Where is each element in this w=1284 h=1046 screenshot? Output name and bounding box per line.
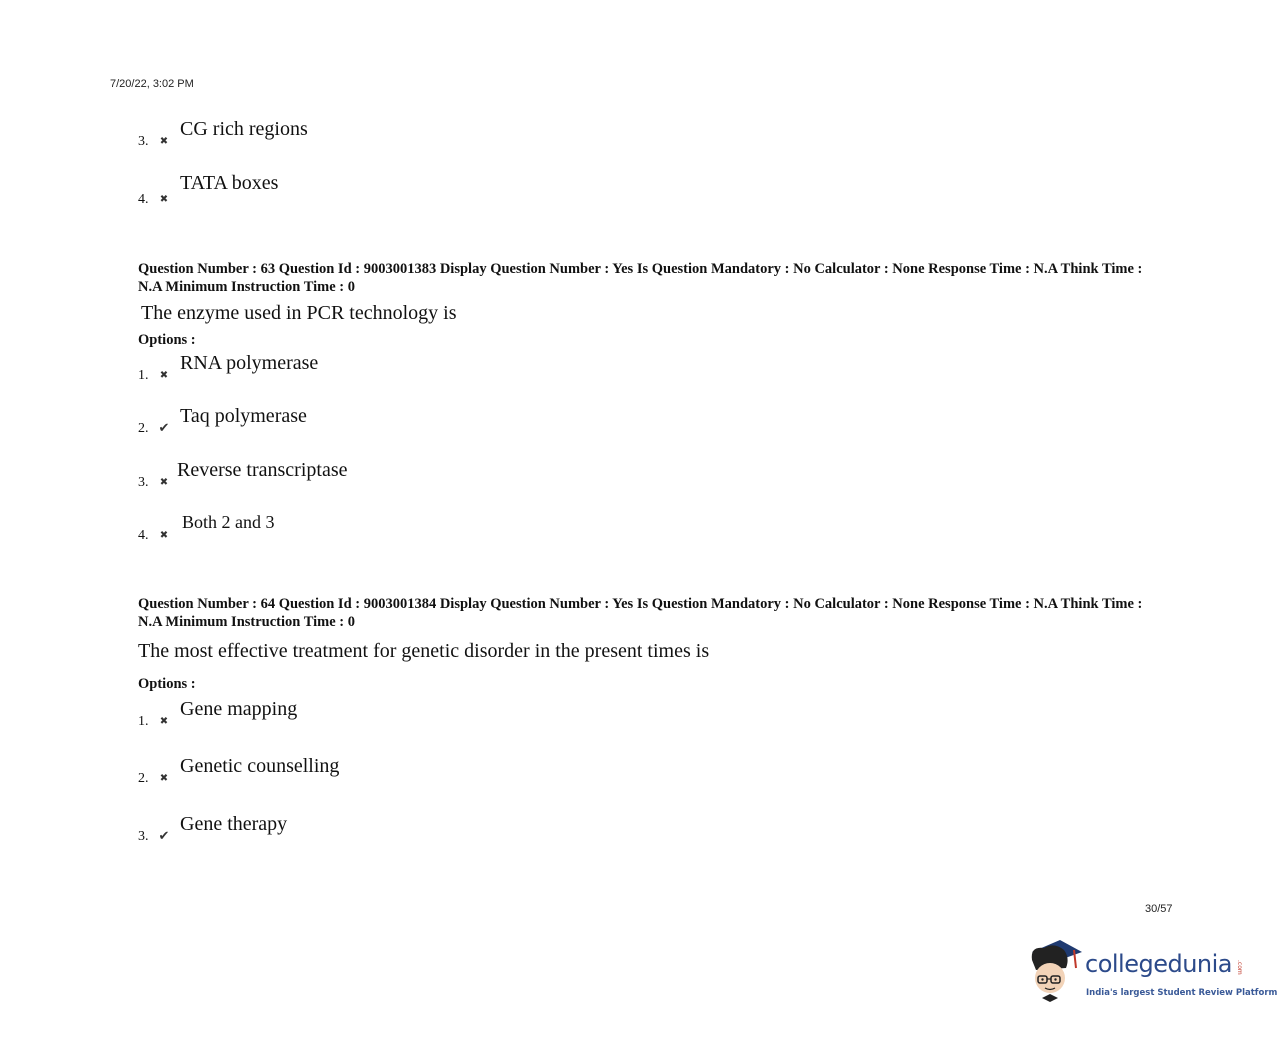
option-number: 2. bbox=[138, 771, 149, 786]
check-mark-icon: ✔ bbox=[158, 421, 170, 436]
option-number: 3. bbox=[138, 475, 149, 490]
option-text: RNA polymerase bbox=[180, 352, 319, 374]
option-row bbox=[138, 405, 838, 437]
option-number: 1. bbox=[138, 368, 149, 383]
mascot-icon bbox=[1024, 938, 1086, 1004]
options-label: Options : bbox=[138, 332, 196, 348]
cross-mark-icon: ✖ bbox=[159, 194, 169, 205]
option-number: 2. bbox=[138, 421, 149, 436]
cross-mark-icon: ✖ bbox=[159, 136, 169, 147]
option-row bbox=[138, 352, 838, 384]
cross-mark-icon: ✖ bbox=[159, 530, 169, 541]
option-text: Genetic counselling bbox=[180, 755, 340, 777]
option-text: Gene mapping bbox=[180, 698, 298, 720]
options-label: Options : bbox=[138, 676, 196, 692]
option-row bbox=[138, 512, 838, 544]
option-row bbox=[138, 698, 838, 730]
option-row bbox=[138, 813, 838, 845]
question-text: The enzyme used in PCR technology is bbox=[141, 302, 457, 324]
option-number: 3. bbox=[138, 134, 149, 149]
check-mark-icon: ✔ bbox=[158, 829, 170, 844]
option-text: Taq polymerase bbox=[180, 405, 307, 427]
option-text: Both 2 and 3 bbox=[182, 512, 275, 532]
option-number: 4. bbox=[138, 192, 149, 207]
cross-mark-icon: ✖ bbox=[159, 773, 169, 784]
option-number: 4. bbox=[138, 528, 149, 543]
logo-name: collegedunia bbox=[1085, 950, 1233, 978]
option-number: 1. bbox=[138, 714, 149, 729]
option-row bbox=[138, 118, 838, 150]
cross-mark-icon: ✖ bbox=[159, 477, 169, 488]
option-number: 3. bbox=[138, 829, 149, 844]
option-row bbox=[138, 172, 838, 208]
question-text: The most effective treatment for genetic disorder in the present times is bbox=[138, 640, 710, 662]
question-meta: Question Number : 64 Question Id : 9003001384 Display Question Number : Yes Is Question Mandatory : No Calculator : None Response Time : N.A Think Time : N.A Minimum Instruction Time : 0 bbox=[138, 596, 1143, 630]
logo-tagline: India's largest Student Review Platform bbox=[1086, 988, 1278, 998]
page-number: 30/57 bbox=[1145, 903, 1173, 915]
option-text: CG rich regions bbox=[180, 118, 308, 140]
question-meta: Question Number : 63 Question Id : 9003001383 Display Question Number : Yes Is Question Mandatory : No Calculator : None Response Time : N.A Think Time : N.A Minimum Instruction Time : 0 bbox=[138, 261, 1143, 295]
cross-mark-icon: ✖ bbox=[159, 716, 169, 727]
logo-suffix: .com bbox=[1236, 960, 1243, 975]
print-timestamp: 7/20/22, 3:02 PM bbox=[110, 78, 194, 90]
option-text: Gene therapy bbox=[180, 813, 288, 835]
option-text: Reverse transcriptase bbox=[177, 459, 348, 481]
option-row bbox=[138, 459, 838, 491]
option-text: TATA boxes bbox=[180, 172, 279, 194]
cross-mark-icon: ✖ bbox=[159, 370, 169, 381]
option-row bbox=[138, 755, 838, 787]
collegedunia-logo[interactable] bbox=[1024, 938, 1278, 1008]
